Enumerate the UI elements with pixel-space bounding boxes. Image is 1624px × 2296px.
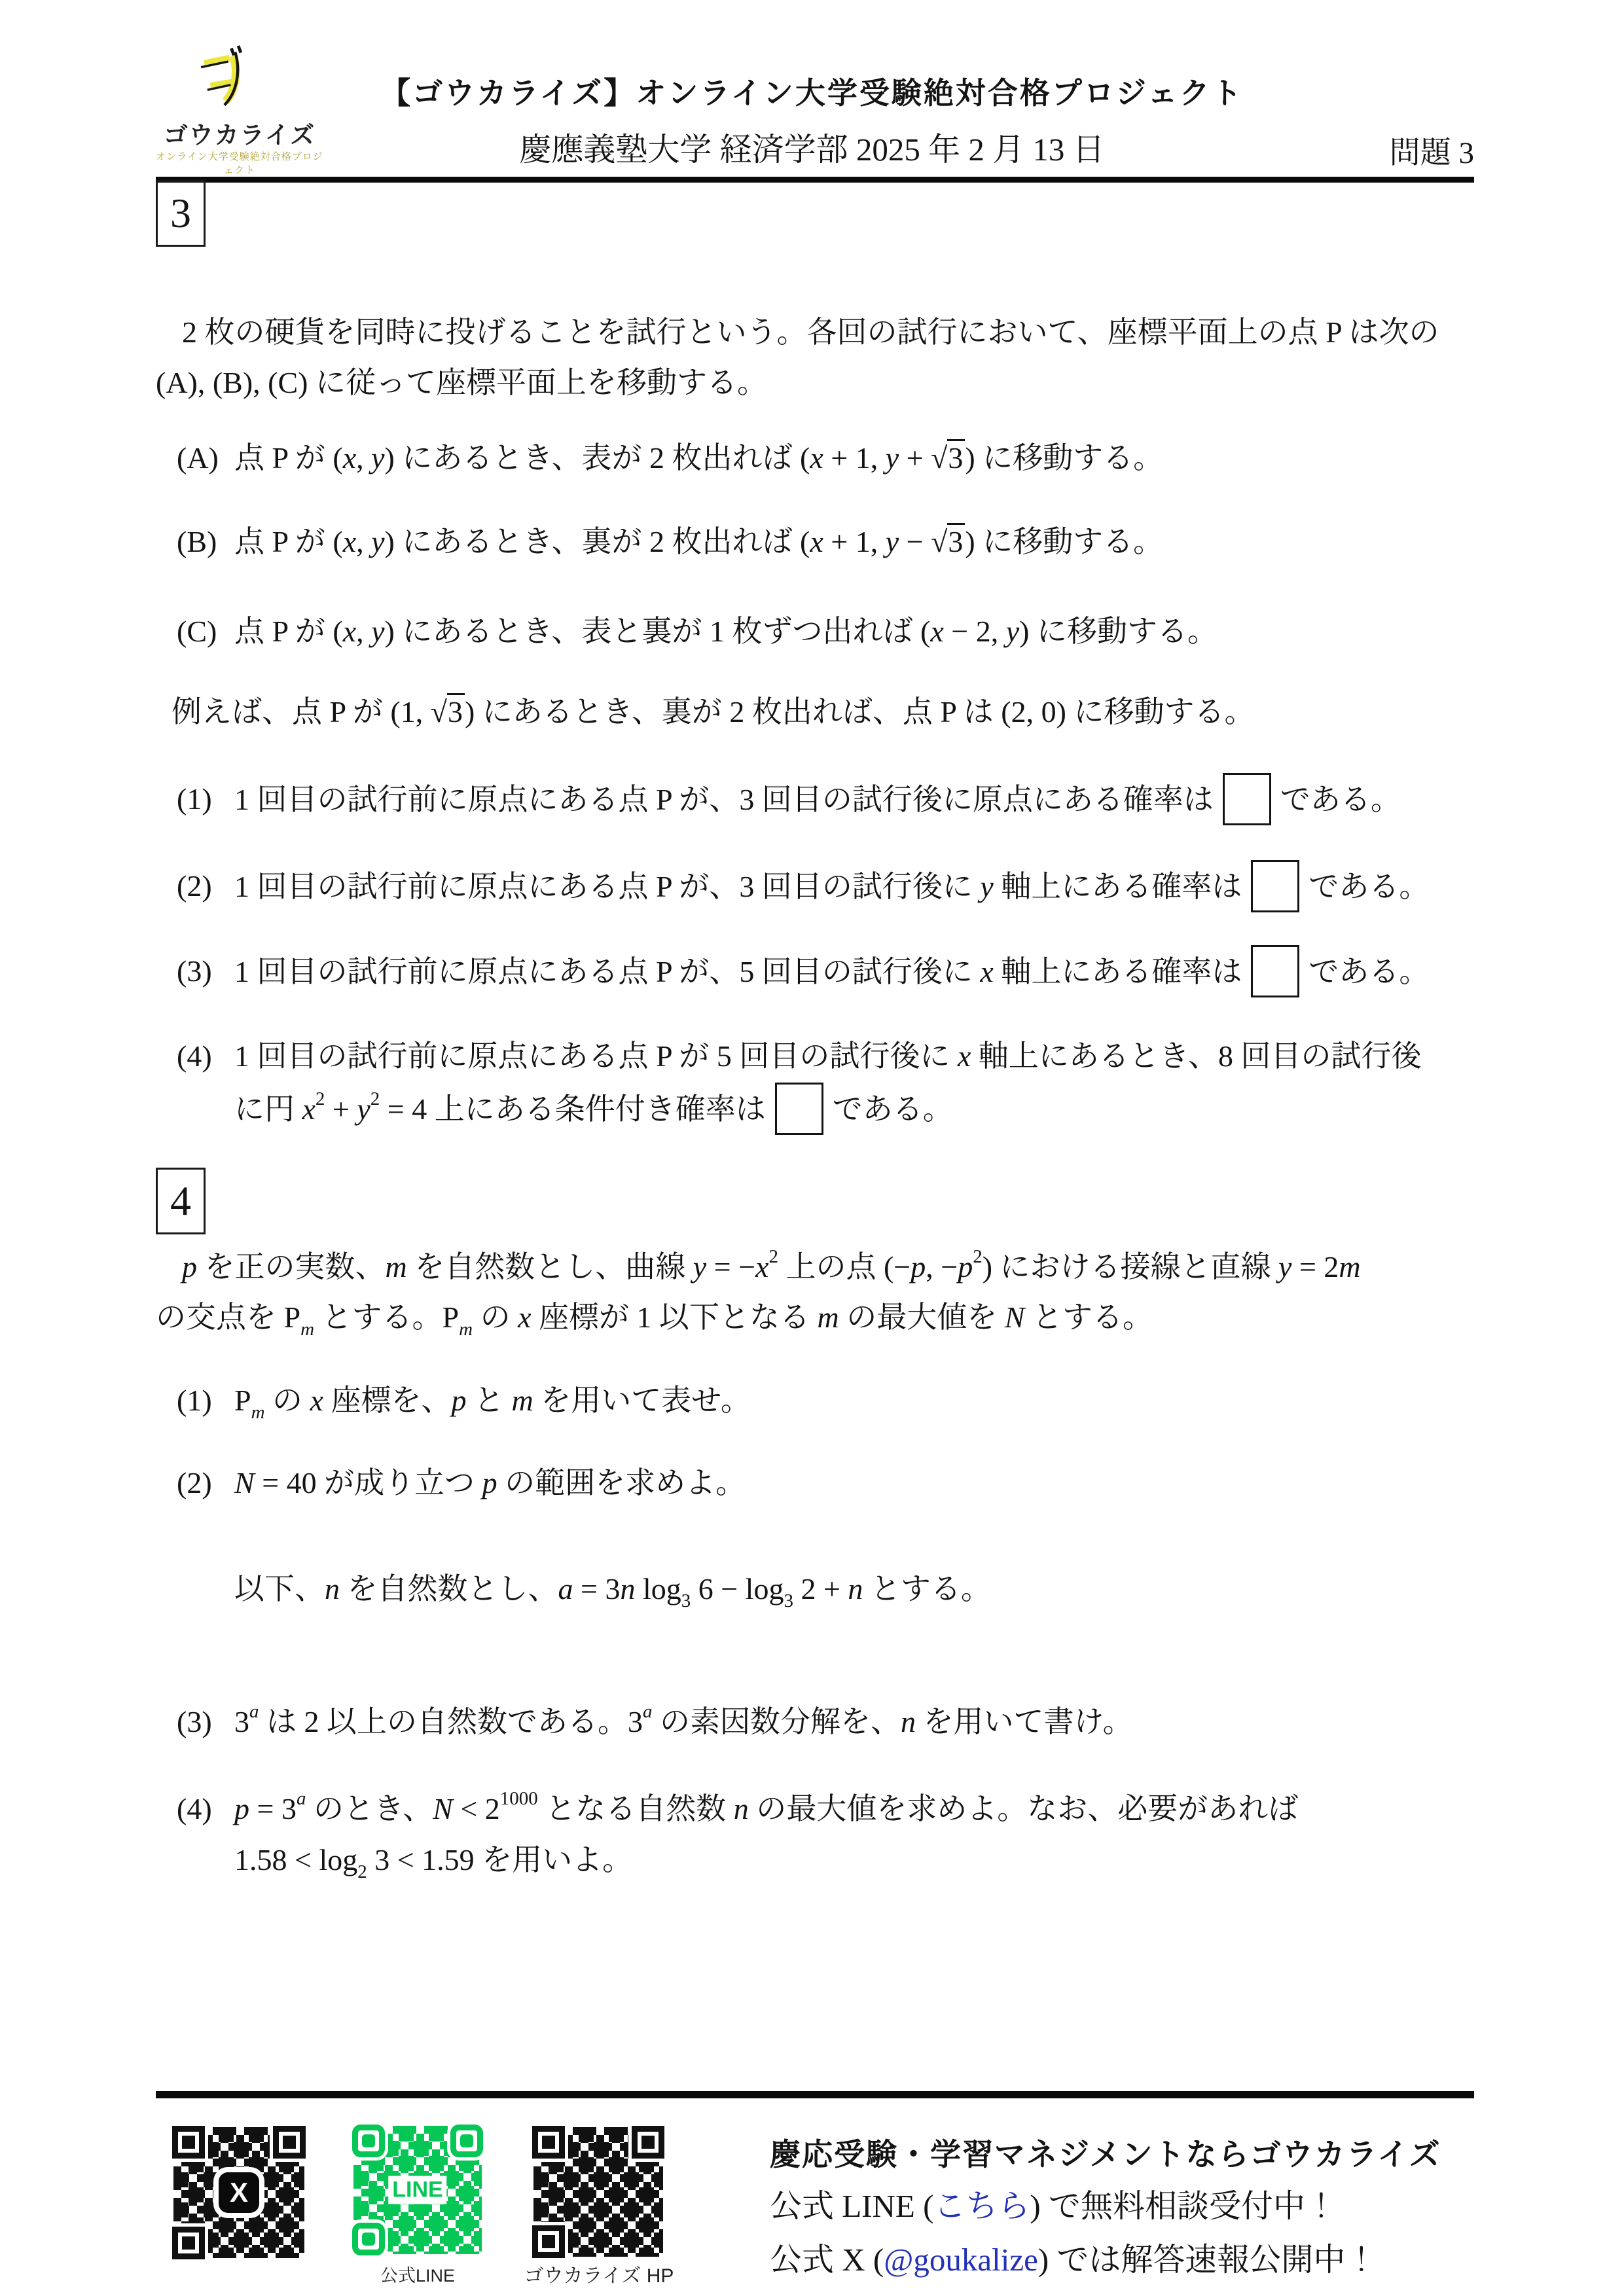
qr-finder-icon <box>532 2126 565 2159</box>
header-rule <box>156 177 1474 183</box>
item-label: (2) <box>177 1466 212 1499</box>
item-text: 点 P が (x, y) にあるとき、表と裏が 1 枚ずつ出れば (x − 2, y) に移動する。 <box>234 615 1218 648</box>
item-label: (1) <box>177 782 212 816</box>
qr-finder-icon <box>273 2126 306 2159</box>
footer-tagline: 慶応受験・学習マネジメントならゴウカライズ <box>770 2137 1441 2172</box>
item-label: (C) <box>177 615 217 648</box>
problem4-intro <box>156 1242 1474 1342</box>
document-subtitle: 慶應義塾大学 経済学部 2025 年 2 月 13 日 <box>519 132 1105 168</box>
problem3-number: 3 <box>170 190 191 236</box>
item-label: (4) <box>177 1039 212 1073</box>
qr-code-hp <box>533 2127 663 2257</box>
p4-item-3 <box>177 1696 1474 1748</box>
item-label: (B) <box>177 525 217 558</box>
item-label: (1) <box>177 1384 212 1417</box>
footer-x-info: 公式 X (@goukalize) では解答速報公開中！ <box>770 2242 1378 2278</box>
qr-finder-icon <box>450 2125 483 2157</box>
p3-item-4 <box>177 1030 1474 1136</box>
item-text: 1 回目の試行前に原点にある点 P が、3 回目の試行後に原点にある確率は である。 <box>234 773 1465 826</box>
problem4-number-box <box>156 1168 206 1234</box>
logo-tagline: オンライン大学受験絶対合格プロジェクト <box>156 151 323 176</box>
item-text: $P_m$ の x 座標を、p と m を用いて表せ。 <box>234 1384 751 1423</box>
text-line: 2 枚の硬貨を同時に投げることを試行という。各回の試行において、座標平面上の点 P は次の <box>182 315 1439 349</box>
p4-item-1 <box>177 1374 1474 1427</box>
item-label: (3) <box>177 1705 212 1738</box>
p3-item-2 <box>177 860 1474 913</box>
text-line: (A), (B), (C) に従って座標平面上を移動する。 <box>156 366 767 399</box>
item-label: (A) <box>177 441 219 475</box>
p4-note: 以下、n を自然数とし、a = 3n $\log_3 6 - \log_3 2 + n$ とする。 <box>234 1572 991 1611</box>
qr-finder-icon <box>352 2223 385 2255</box>
text-line: p を正の実数、m を自然数とし、曲線 $y = -x^2$ 上の点 (−p, $-p^2$) における接線と直線 y = 2m <box>182 1246 1361 1283</box>
text-line: の交点を $P_m$ とする。$P_m$ の x 座標が 1 以下となる m の最大値を N とする。 <box>156 1300 1153 1340</box>
footer-line-info: 公式 LINE (こちら) で無料相談受付中！ <box>770 2188 1337 2224</box>
problem3-number-box <box>156 180 206 247</box>
problem4-number: 4 <box>170 1177 191 1224</box>
qr-label-line: 公式LINE <box>380 2266 456 2286</box>
item-label: (2) <box>177 869 212 903</box>
item-text: $p = 3^a$ のとき、$N < 2^{1000}$ となる自然数 n の最大値を求めよ。なお、必要があれば $1.58 < \log_2 3 < 1.59$ を用いよ。 <box>234 1788 1299 1882</box>
item-text: 1 回目の試行前に原点にある点 P が、3 回目の試行後に y 軸上にある確率は である。 <box>234 860 1465 913</box>
item-label: (4) <box>177 1792 212 1825</box>
document-title: 【ゴウカライズ】オンライン大学受験絶対合格プロジェクト <box>380 76 1244 110</box>
qr-finder-icon <box>172 2227 205 2259</box>
logo-name: ゴウカライズ <box>163 122 316 149</box>
p3-item-3 <box>177 945 1474 998</box>
page-label: 問題 3 <box>1389 136 1474 170</box>
p4-item-4 <box>177 1784 1474 1886</box>
qr-finder-icon <box>352 2125 385 2157</box>
item-text: 3$^a$ は 2 以上の自然数である。3$^a$ の素因数分解を、n を用いて書け。 <box>234 1701 1133 1738</box>
qr-code-line <box>353 2126 482 2254</box>
item-text: 1 回目の試行前に原点にある点 P が、5 回目の試行後に x 軸上にある確率は である。 <box>234 945 1465 998</box>
qr-finder-icon <box>632 2126 664 2159</box>
item-text: 点 P が (x, y) にあるとき、裏が 2 枚出れば (x + 1, y − √3) に移動する。 <box>234 516 1465 568</box>
problem3-intro <box>156 307 1474 408</box>
item-text: N = 40 が成り立つ p の範囲を求めよ。 <box>234 1466 746 1499</box>
p3-example: 例えば、点 P が (1, √3) にあるとき、裏が 2 枚出れば、点 P は (2, 0) に移動する。 <box>171 686 1474 738</box>
qr-finder-icon <box>532 2225 565 2258</box>
p3-item-1 <box>177 773 1474 826</box>
footer-link[interactable]: こちら <box>933 2188 1030 2224</box>
footer-rule <box>156 2091 1474 2098</box>
p3-condition-c <box>177 605 1474 658</box>
item-text: 1 回目の試行前に原点にある点 P が 5 回目の試行後に x 軸上にあるとき、8 回目の試行後 に円 $x^2 + y^2 = 4$ 上にある条件付き確率は である。 <box>234 1030 1465 1136</box>
p3-condition-b <box>177 516 1474 568</box>
line-logo-icon: LINE <box>388 2176 446 2204</box>
x-logo-icon: X <box>219 2172 259 2213</box>
qr-finder-icon <box>172 2126 205 2159</box>
qr-code-x <box>173 2127 304 2258</box>
footer-link[interactable]: @goukalize <box>884 2242 1038 2278</box>
item-text: 点 P が (x, y) にあるとき、表が 2 枚出れば (x + 1, y + √3) に移動する。 <box>234 432 1465 484</box>
qr-label-hp: ゴウカライズ HP <box>524 2265 674 2287</box>
p4-item-2 <box>177 1457 1474 1509</box>
item-label: (3) <box>177 954 212 988</box>
p3-condition-a <box>177 432 1474 484</box>
